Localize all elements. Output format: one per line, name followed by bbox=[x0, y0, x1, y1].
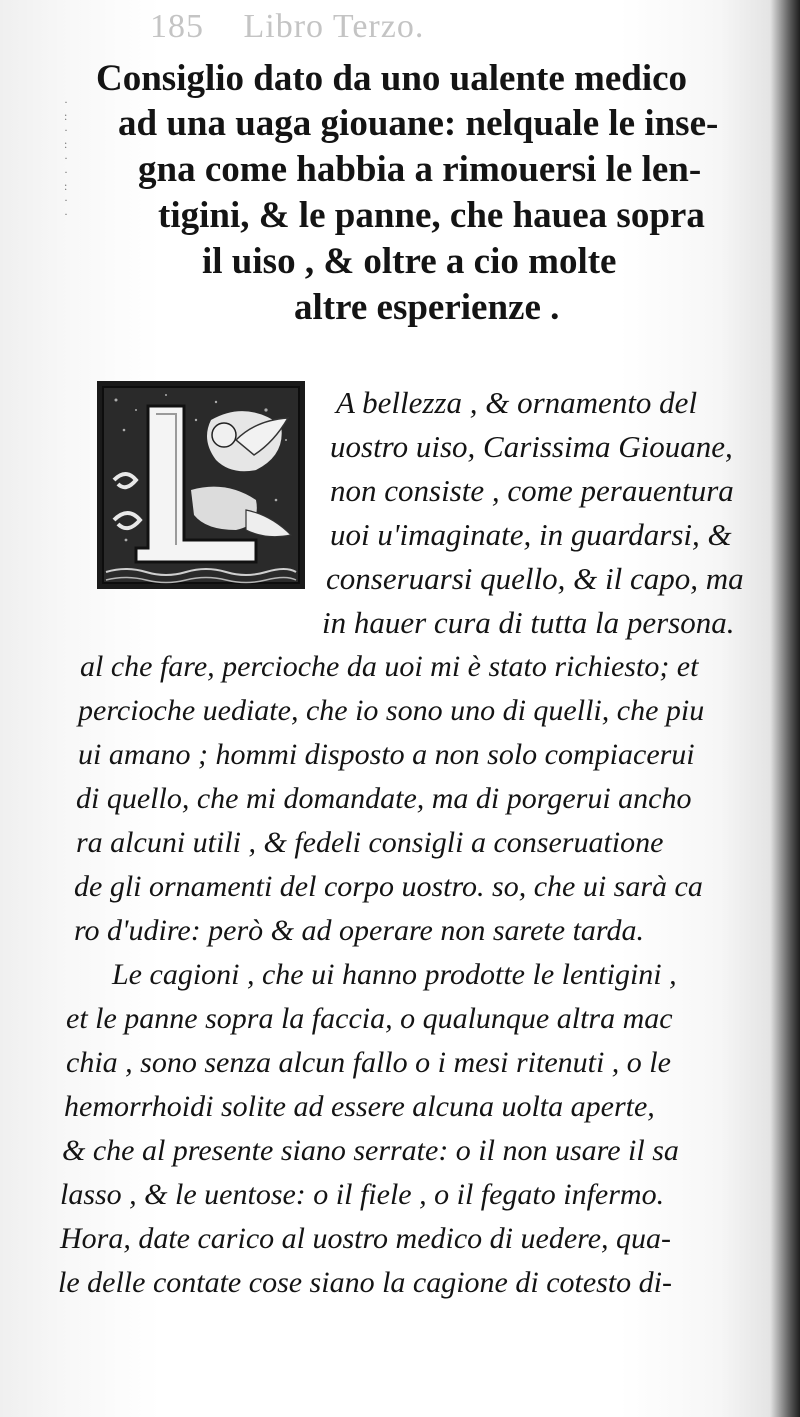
text-line: al che fare, percioche da uoi mi è stato richiesto; et bbox=[80, 650, 699, 683]
title-line: tigini, & le panne, che hauea sopra bbox=[158, 195, 705, 236]
text-line: ro d'udire: però & ad operare non sarete tarda. bbox=[74, 914, 644, 947]
text-line: ra alcuni utili , & fedeli consigli a conseruatione bbox=[76, 826, 664, 859]
page-number: 185 bbox=[150, 8, 204, 45]
text-line: & che al presente siano serrate: o il non usare il sa bbox=[62, 1134, 679, 1167]
text-line: Hora, date carico al uostro medico di uedere, qua- bbox=[60, 1222, 672, 1255]
margin-marks: · : · : · · : · · bbox=[64, 95, 68, 221]
title-line: ad una uaga giouane: nelquale le inse- bbox=[118, 103, 719, 144]
text-line: uoi u'imaginate, in guardarsi, & bbox=[330, 517, 732, 552]
text-line: hemorrhoidi solite ad essere alcuna uolta aperte, bbox=[64, 1090, 655, 1123]
title-line: Consiglio dato da uno ualente medico bbox=[96, 58, 688, 99]
text-line: et le panne sopra la faccia, o qualunque altra mac bbox=[66, 1002, 673, 1035]
title-line: altre esperienze . bbox=[294, 287, 560, 328]
text-line: de gli ornamenti del corpo uostro. so, che ui sarà ca bbox=[74, 870, 703, 903]
text-line: percioche uediate, che io sono uno di quelli, che piu bbox=[78, 694, 705, 727]
text-line: di quello, che mi domandate, ma di porgerui ancho bbox=[76, 782, 692, 815]
text-line: Le cagioni , che ui hanno prodotte le lentigini , bbox=[112, 958, 677, 991]
title-line: gna come habbia a rimouersi le len- bbox=[138, 149, 702, 190]
woodcut-initial-icon bbox=[96, 380, 306, 590]
running-title: Libro Terzo. bbox=[243, 8, 425, 45]
running-head bbox=[150, 8, 424, 46]
text-line: in hauer cura di tutta la persona. bbox=[322, 605, 735, 640]
text-line: ui amano ; hommi disposto a non solo compiacerui bbox=[78, 738, 695, 771]
text-line: A bellezza , & ornamento del bbox=[336, 385, 698, 420]
text-line: le delle contate cose siano la cagione di cotesto di- bbox=[58, 1266, 673, 1299]
text-line: lasso , & le uentose: o il fiele , o il fegato infermo. bbox=[60, 1178, 665, 1211]
text-line: conseruarsi quello, & il capo, ma bbox=[326, 561, 744, 596]
text-line: chia , sono senza alcun fallo o i mesi ritenuti , o le bbox=[66, 1046, 671, 1079]
title-line: il uiso , & oltre a cio molte bbox=[202, 241, 617, 282]
text-line: non consiste , come perauentura bbox=[330, 473, 734, 508]
text-line: uostro uiso, Carissima Giouane, bbox=[330, 429, 733, 464]
decorated-initial-l bbox=[96, 380, 306, 590]
